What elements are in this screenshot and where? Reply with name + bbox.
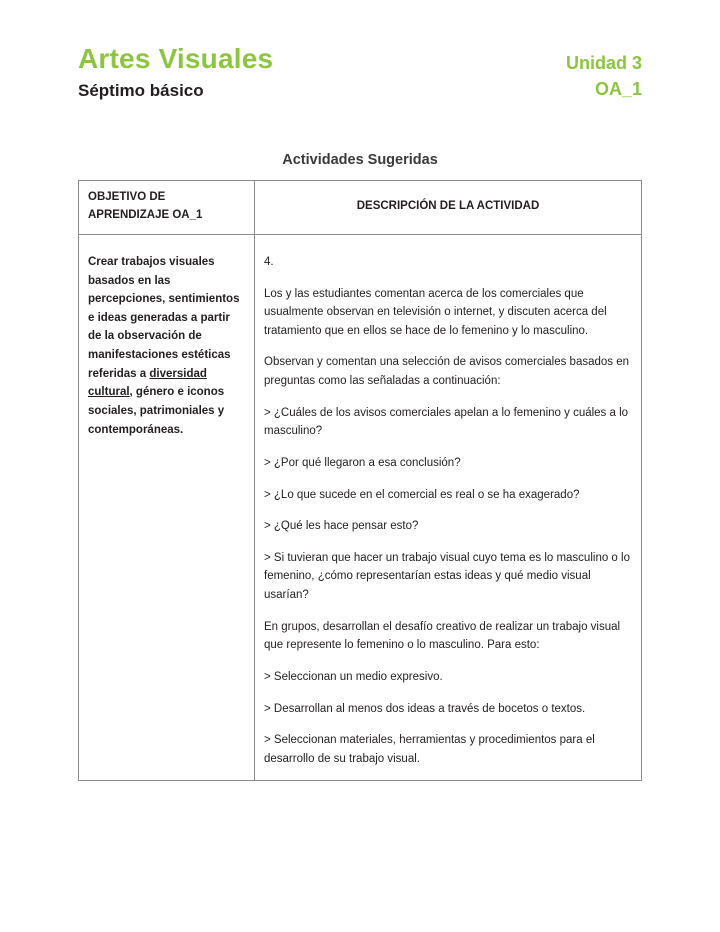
header-right-block <box>566 40 642 100</box>
oa-label: OA_1 <box>594 78 642 99</box>
unit-label: Unidad 3 <box>565 53 642 73</box>
table-header-description-cell <box>255 181 642 235</box>
page-title: Artes Visuales <box>78 43 274 74</box>
activity-paragraph: En grupos, desarrollan el desafío creativo de realizar un trabajo visual que represente lo femenino o lo masculino. Para esto: <box>264 620 621 652</box>
header-left-block <box>78 40 273 100</box>
activity-paragraph: > ¿Por qué llegaron a esa conclusión? <box>264 456 461 469</box>
activity-paragraph: > Seleccionan materiales, herramientas y procedimientos para el desarrollo de su trabajo visual. <box>264 734 595 765</box>
activity-number: 4. <box>264 255 274 268</box>
activity-paragraph: > Si tuvieran que hacer un trabajo visual cuyo tema es lo masculino o lo femenino, ¿cómo representarían estas ideas y qué medio visual usarían? <box>264 551 630 602</box>
document-header <box>78 40 642 100</box>
activity-description <box>264 243 632 769</box>
activity-paragraph: > Seleccionan un medio expresivo. <box>264 670 443 683</box>
table-header-objective-cell <box>79 181 255 235</box>
activity-paragraph: Observan y comentan una selección de avisos comerciales basados en preguntas como las señaladas a continuación: <box>264 356 630 388</box>
activity-paragraph: > Desarrollan al menos dos ideas a través de bocetos o textos. <box>264 702 586 715</box>
description-cell <box>255 234 642 781</box>
page-subtitle: Séptimo básico <box>78 80 204 100</box>
objective-text-underlined: diversidad cultural <box>88 367 207 399</box>
activities-table <box>78 180 642 781</box>
objective-cell <box>79 234 255 781</box>
activity-paragraph: > ¿Qué les hace pensar esto? <box>264 520 419 533</box>
objective-text-part2: , género e iconos sociales, patrimoniales y contemporáneas. <box>88 386 225 436</box>
section-title: Actividades Sugeridas <box>282 152 438 169</box>
objective-text-part1: Crear trabajos visuales basados en las percepciones, sentimientos e ideas generadas a partir de la observación de manifestaciones estéticas referidas a <box>88 255 240 380</box>
activity-paragraph: > ¿Cuáles de los avisos comerciales apelan a lo femenino y cuáles a lo masculino? <box>264 406 629 438</box>
objective-text <box>88 243 245 439</box>
activity-paragraph: > ¿Lo que sucede en el comercial es real o se ha exagerado? <box>264 488 580 501</box>
table-header-objective-label: OBJETIVO DE APRENDIZAJE OA_1 <box>88 191 203 221</box>
table-row <box>79 234 642 781</box>
table-header-row <box>79 181 642 235</box>
activity-paragraph: Los y las estudiantes comentan acerca de los comerciales que usualmente observan en televisión o internet, y discuten acerca del tratamiento que en ellos se hace de lo femenino y lo masculino. <box>264 287 607 337</box>
table-header-description-label: DESCRIPCIÓN DE LA ACTIVIDAD <box>356 200 540 213</box>
